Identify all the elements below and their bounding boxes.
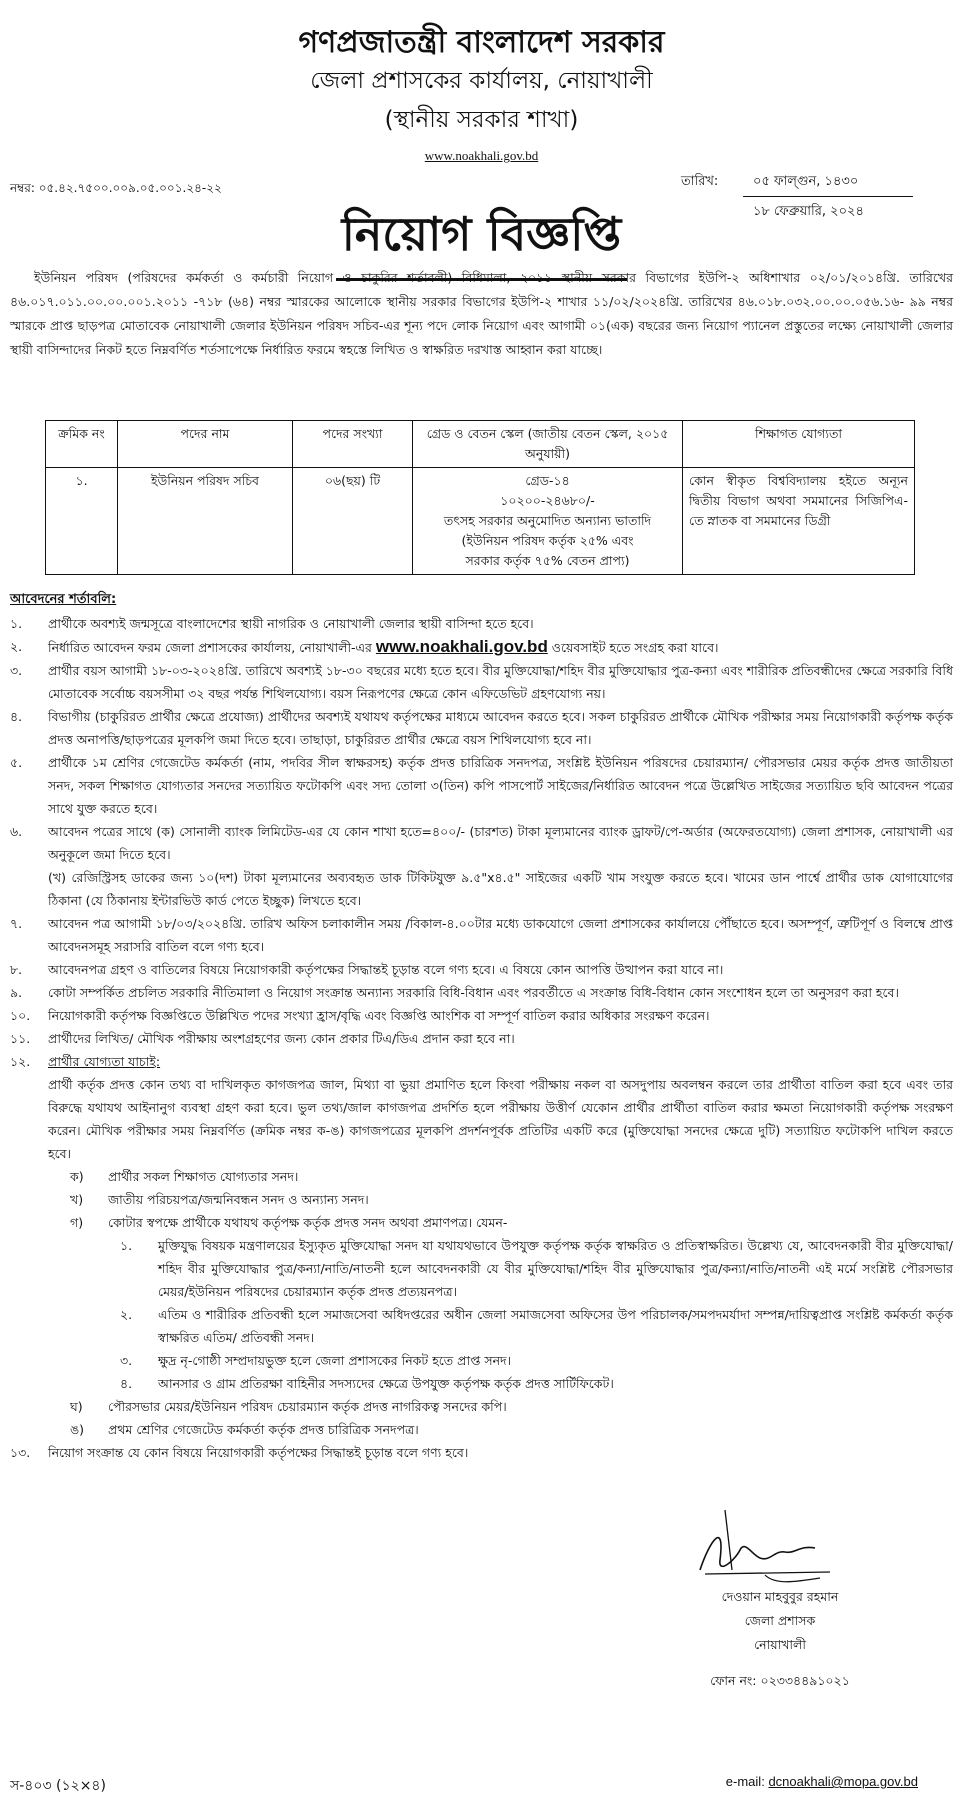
col-grade: গ্রেড ও বেতন স্কেল (জাতীয় বেতন স্কেল, ২০১৫ অনুযায়ী): [413, 421, 683, 468]
sub-number: ঘ): [70, 1399, 83, 1414]
col-post: পদের নাম: [118, 421, 293, 468]
condition-number: ১.: [10, 616, 23, 631]
condition-number: ৩.: [10, 663, 23, 678]
share-text-1: (ইউনিয়ন পরিষদ কর্তৃক ২৫% এবং: [461, 533, 634, 548]
date-english: ১৮ ফেব্রুয়ারি, ২০২৪: [753, 204, 864, 219]
website-link[interactable]: www.noakhali.gov.bd: [424, 148, 539, 163]
condition-12-b: [10, 1188, 953, 1211]
officer-district: নোয়াখালী: [754, 1637, 806, 1652]
condition-number: ৫.: [10, 755, 23, 770]
condition-2-text-a: নির্ধারিত আবেদন ফরম জেলা প্রশাসকের কার্যালয়, নোয়াখালী-এর: [48, 640, 376, 655]
branch-name: (স্থানীয় সরকার শাখা): [384, 107, 579, 133]
condition-7: [10, 912, 953, 958]
condition-6-sub: (খ) রেজিস্ট্রিসহ ডাকের জন্য ১০(দশ) টাকা মূল্যমানের অব্যবহৃত ডাক টিকিটযুক্ত ৯.৫"x৪.৫" সাইজের একটি খাম সংযুক্ত করতে হবে। খামের ডান পার্শ্বে প্রার্থীর ডাক যোগাযোগের ঠিকানা (যে ঠিকানায় ইন্টারভিউ কার্ড পেতে ইচ্ছুক) লিখতে হবে।: [48, 870, 953, 908]
officer-phone: ফোন নং: ০২৩৩৪৪৯১০২১: [710, 1673, 850, 1688]
intro-paragraph: ইউনিয়ন পরিষদ (পরিষদের কর্মকর্তা ও কর্মচারী নিয়োগ ও চাকুরির শর্তাবলী) বিধিমালা, ২০১১ স্থানীয় সরকার বিভাগের ইউপি-২ অধিশাখার ০২/০১/২০১৪খ্রি. তারিখের ৪৬.০১৭.০১১.০০.০০.০০১.২০১১ -৭১৮ (৬৪) নম্বর স্মারকের আলোকে স্থানীয় সরকার বিভাগের ইউপি-২ শাখার ১১/০২/২০২৪খ্রি. তারিখের ৪৬.০১৮.০৩২.০০.০০.০৫৬.১৬- ৯৯ নম্বর স্মারকে প্রাপ্ত ছাড়পত্র মোতাবেক নোয়াখালী জেলার ইউনিয়ন পরিষদ সচিব-এর শূন্য পদে লোক নিয়োগ এবং আগামী ০১(এক) বছরের জন্য নিয়োগ প্যানেল প্রস্তুতের লক্ষ্যে নোয়াখালী জেলার স্থায়ী বাসিন্দাদের নিকট হতে নিম্নবর্ণিত শর্তসাপেক্ষে নির্ধারিত ফরমে স্বহস্তে লিখিত ও স্বাক্ষরিত দরখাস্ত আহ্বান করা যাচ্ছে।: [10, 270, 953, 357]
sub-number: ১.: [120, 1238, 133, 1253]
condition-12-c-2: [10, 1303, 953, 1349]
cell-grade: [413, 468, 683, 575]
condition-12-c-3: [10, 1349, 953, 1372]
condition-number: ৭.: [10, 916, 23, 931]
officer-name: দেওয়ান মাহবুবুর রহমান: [721, 1589, 839, 1604]
sub-number: ক): [70, 1169, 84, 1184]
condition-number: ৪.: [10, 709, 23, 724]
allowance-text: তৎসহ সরকার অনুমোদিত অন্যান্য ভাতাদি: [443, 513, 652, 528]
date-label: তারিখ:: [681, 174, 719, 189]
condition-number: ৮.: [10, 962, 23, 977]
sub-number: গ): [70, 1215, 84, 1230]
condition-text: বিভাগীয় (চাকুরিরত প্রার্থীর ক্ষেত্রে প্রযোজ্য) প্রার্থীদের অবশ্যই যথাযথ কর্তৃপক্ষের মাধ্যমে আবেদন করতে হবে। সকল চাকুরিরত প্রার্থীকে মৌখিক পরীক্ষার সময় নিয়োগকারী কর্তৃপক্ষ কর্তৃক প্রদত্ত অনাপত্তি/ছাড়পত্রের মূলকপি জমা দিতে হবে। তাছাড়া, চাকুরিরত প্রার্থীর ক্ষেত্রে বয়স শিথিলযোগ্য হবে না।: [48, 709, 953, 747]
website-link-inline[interactable]: www.noakhali.gov.bd: [375, 637, 548, 656]
sub-text: প্রার্থীর সকল শিক্ষাগত যোগ্যতার সনদ।: [108, 1169, 299, 1184]
sub-number: খ): [70, 1192, 84, 1207]
sub-text: পৌরসভার মেয়র/ইউনিয়ন পরিষদ চেয়ারম্যান কর্তৃক প্রদত্ত নাগরিকত্ব সনদের কপি।: [108, 1399, 507, 1414]
condition-text: আবেদনপত্র গ্রহণ ও বাতিলের বিষয়ে নিয়োগকারী কর্তৃপক্ষের সিদ্ধান্তই চূড়ান্ত বলে গণ্য হবে। এ বিষয়ে কোন আপত্তি উত্থাপন করা যাবে না।: [48, 962, 724, 977]
share-text-2: সরকার কর্তৃক ৭৫% বেতন প্রাপ্য): [465, 553, 630, 568]
condition-11: [10, 1027, 953, 1050]
condition-2-text-b: ওয়েবসাইট হতে সংগ্রহ করা যাবে।: [547, 640, 719, 655]
memo-number: নম্বর: ০৫.৪২.৭৫০০.০০৯.০৫.০০১.২৪-২২: [10, 181, 222, 195]
signature-block: [640, 1585, 920, 1693]
col-count: পদের সংখ্যা: [293, 421, 413, 468]
condition-12-text: প্রার্থী কর্তৃক প্রদত্ত কোন তথ্য বা দাখিলকৃত কাগজপত্র জাল, মিথ্যা বা ভুয়া প্রমাণিত হলে কিংবা পরীক্ষায় নকল বা অসদুপায় অবলম্বন করলে তার প্রার্থীতা বাতিল করা হবে এবং তার বিরুদ্ধে যথাযথ আইনানুগ ব্যবস্থা গ্রহণ করা হবে। ভুল তথ্য/জাল কাগজপত্র প্রদর্শিত হলে পরীক্ষায় উত্তীর্ণ যেকোন প্রার্থীর প্রার্থীতা বাতিল করার ক্ষমতা নিয়োগকারী কর্তৃপক্ষ সংরক্ষণ করেন। মৌখিক পরীক্ষার সময় নিম্নবর্ণিত (ক্রমিক নম্বর ক-ঙ) কাগজপত্রের মূলকপি প্রদর্শনপূর্বক প্রতিটির একটি করে (মুক্তিযোদ্ধা সনদের ক্ষেত্রে দুটি) সত্যায়িত ফটোকপি দাখিল করতে হবে।: [48, 1077, 953, 1161]
condition-13: [10, 1441, 953, 1464]
condition-12: [10, 1050, 953, 1073]
condition-2: [10, 635, 953, 659]
condition-9: [10, 981, 953, 1004]
condition-6: [10, 820, 953, 866]
condition-number: ১৩.: [10, 1445, 31, 1460]
government-title: গণপ্রজাতন্ত্রী বাংলাদেশ সরকার: [298, 25, 665, 60]
condition-number: ৯.: [10, 985, 23, 1000]
condition-5: [10, 751, 953, 820]
condition-text: কোটা সম্পর্কিত প্রচলিত সরকারি নীতিমালা ও নিয়োগ সংক্রান্ত অন্যান্য সরকারি বিধি-বিধান এবং পরবর্তীতে এ সংক্রান্ত বিধি-বিধান কোন সংশোধন হলে তা অনুসরণ করা হবে।: [48, 985, 899, 1000]
col-qualification: শিক্ষাগত যোগ্যতা: [683, 421, 915, 468]
condition-4: [10, 705, 953, 751]
handwritten-signature: [680, 1500, 840, 1590]
sub-text: প্রথম শ্রেণির গেজেটেড কর্মকর্তা কর্তৃক প্রদত্ত চারিত্রিক সনদপত্র।: [108, 1422, 419, 1437]
table-row: [46, 468, 915, 575]
condition-12-c: [10, 1211, 953, 1234]
cell-post: ইউনিয়ন পরিষদ সচিব: [118, 468, 293, 575]
condition-12-heading: প্রার্থীর যোগ্যতা যাচাই:: [48, 1054, 161, 1069]
condition-number: ১২.: [10, 1054, 31, 1069]
condition-text: [48, 635, 953, 659]
sub-number: ঙ): [70, 1422, 85, 1437]
condition-8: [10, 958, 953, 981]
condition-12-d: [10, 1395, 953, 1418]
email-address[interactable]: dcnoakhali@mopa.gov.bd: [768, 1774, 918, 1789]
condition-text: প্রার্থীর বয়স আগামী ১৮-০৩-২০২৪খ্রি. তারিখে অবশ্যই ১৮-৩০ বছরের মধ্যে হতে হবে। বীর মুক্তিযোদ্ধা/শহিদ বীর মুক্তিযোদ্ধার পুত্র-কন্যা এবং শারীরিক প্রতিবন্ধীদের ক্ষেত্রে সরকারি বিধি মোতাবেক সর্বোচ্চ বয়সসীমা ৩২ বছর পর্যন্ত শিথিলযোগ্য। বয়স নিরূপণের ক্ষেত্রে কোন এফিডেভিট গ্রহণযোগ্য নয়।: [48, 663, 953, 701]
condition-text: প্রার্থীকে ১ম শ্রেণির গেজেটেড কর্মকর্তা (নাম, পদবির সীল স্বাক্ষরসহ) কর্তৃক প্রদত্ত চারিত্রিক সনদপত্র, সংশ্লিষ্ট ইউনিয়ন পরিষদের চেয়ারম্যান/ পৌরসভার মেয়র কর্তৃক প্রদত্ত জাতীয়তা সনদ, সকল শিক্ষাগত যোগ্যতার সনদের সত্যায়িত ফটোকপি এবং সদ্য তোলা ৩(তিন) কপি পাসপোর্ট সাইজের/নির্ধারিত আবেদন পত্রে উল্লেখিত সাইজের সত্যায়িত ছবি আবেদন পত্রের সাথে যুক্ত করতে হবে।: [48, 755, 953, 816]
condition-number: ২.: [10, 639, 23, 654]
officer-designation: জেলা প্রশাসক: [744, 1613, 816, 1628]
conditions-list: [10, 612, 953, 1464]
condition-text: নিয়োগকারী কর্তৃপক্ষ বিজ্ঞপ্তিতে উল্লিখিত পদের সংখ্যা হ্রাস/বৃদ্ধি এবং বিজ্ঞপ্তি আংশিক বা সম্পূর্ণ বাতিল করার অধিকার সংরক্ষণ করেন।: [48, 1008, 710, 1023]
email-line: [726, 1774, 918, 1789]
sub-text: ক্ষুদ্র নৃ-গোষ্ঠী সম্প্রদায়ভুক্ত হলে জেলা প্রশাসকের নিকট হতে প্রাপ্ত সনদ।: [158, 1353, 512, 1368]
cell-serial: ১.: [46, 468, 118, 575]
condition-number: ১১.: [10, 1031, 31, 1046]
col-serial: ক্রমিক নং: [46, 421, 118, 468]
sub-number: ৩.: [120, 1353, 133, 1368]
condition-12-c-1: [10, 1234, 953, 1303]
sub-number: ২.: [120, 1307, 133, 1322]
condition-text: নিয়োগ সংক্রান্ত যে কোন বিষয়ে নিয়োগকারী কর্তৃপক্ষের সিদ্ধান্তই চূড়ান্ত বলে গণ্য হবে।: [48, 1445, 469, 1460]
condition-number: ১০.: [10, 1008, 31, 1023]
footer-code: স-৪০৩ (১২×৪): [10, 1778, 106, 1794]
notice-title-text: নিয়োগ বিজ্ঞপ্তি: [336, 200, 627, 281]
condition-text: আবেদন পত্র আগামী ১৮/০৩/২০২৪খ্রি. তারিখ অফিস চলাকালীন সময় /বিকাল-৪.০০টার মধ্যে ডাকযোগে জেলা প্রশাসকের কার্যালয়ে পৌঁছাতে হবে। অসম্পূর্ণ, ত্রুটিপূর্ণ ও বিলম্বে প্রাপ্ত আবেদনসমূহ সরাসরি বাতিল বলে গণ্য হবে।: [48, 916, 953, 954]
email-label: e-mail:: [725, 1774, 765, 1789]
condition-1: [10, 612, 953, 635]
sub-text: কোটার স্বপক্ষে প্রার্থীকে যথাযথ কর্তৃপক্ষ কর্তৃক প্রদত্ত সনদ অথবা প্রমাণপত্র। যেমন-: [108, 1215, 508, 1230]
grade-text: গ্রেড-১৪: [525, 473, 570, 488]
conditions-heading: আবেদনের শর্তাবলি:: [10, 592, 117, 607]
condition-number: ৬.: [10, 824, 23, 839]
condition-text: প্রার্থীদের লিখিত/ মৌখিক পরীক্ষায় অংশগ্রহণের জন্য কোন প্রকার টিএ/ডিএ প্রদান করা হবে না।: [48, 1031, 515, 1046]
sub-text: আনসার ও গ্রাম প্রতিরক্ষা বাহিনীর সদস্যদের ক্ষেত্রে উপযুক্ত কর্তৃপক্ষ কর্তৃক প্রদত্ত সার্টিফিকেট।: [158, 1376, 614, 1391]
sub-text: এতিম ও শারীরিক প্রতিবন্ধী হলে সমাজসেবা অধিদপ্তরের অধীন জেলা সমাজসেবা অফিসের উপ পরিচালক/সমপদমর্যাদা সম্পন্ন/দায়িত্বপ্রাপ্ত সংশ্লিষ্ট কর্মকর্তা কর্তৃক স্বাক্ষরিত এতিম/ প্রতিবন্ধী সনদ।: [158, 1307, 953, 1345]
table-header-row: [46, 421, 915, 468]
posts-table: [45, 420, 915, 575]
condition-text: আবেদন পত্রের সাথে (ক) সোনালী ব্যাংক লিমিটেড-এর যে কোন শাখা হতে=৪০০/- (চারশত) টাকা মূল্যমানের ব্যাংক ড্রাফট/পে-অর্ডার (অফেরতযোগ্য) জেলা প্রশাসক, নোয়াখালী এর অনুকূলে জমা দিতে হবে।: [48, 824, 953, 862]
condition-12-c-4: [10, 1372, 953, 1395]
office-name: জেলা প্রশাসকের কার্যালয়, নোয়াখালী: [310, 68, 653, 94]
scale-text: ১০২০০-২৪৬৮০/-: [500, 493, 595, 508]
cell-count: ০৬(ছয়) টি: [293, 468, 413, 575]
condition-12-a: [10, 1165, 953, 1188]
condition-12-e: [10, 1418, 953, 1441]
cell-qualification: কোন স্বীকৃত বিশ্ববিদ্যালয় হইতে অন্যূন দ্বিতীয় বিভাগ অথবা সমমানের সিজিপিএ-তে স্নাতক বা সমমানের ডিগ্রী: [683, 468, 915, 575]
condition-3: [10, 659, 953, 705]
condition-10: [10, 1004, 953, 1027]
sub-number: ৪.: [120, 1376, 133, 1391]
condition-text: প্রার্থীকে অবশ্যই জন্মসূত্রে বাংলাদেশের স্থায়ী নাগরিক ও নোয়াখালী জেলার স্থায়ী বাসিন্দা হতে হবে।: [48, 616, 534, 631]
date-bangla: ০৫ ফাল্গুন, ১৪৩০: [743, 168, 913, 197]
sub-text: মুক্তিযুদ্ধ বিষয়ক মন্ত্রণালয়ের ইস্যুকৃত মুক্তিযোদ্ধা সনদ যা যথাযথভাবে উপযুক্ত কর্তৃপক্ষ কর্তৃক স্বাক্ষরিত ও প্রতিস্বাক্ষরিত। উল্লেখ্য যে, আবেদনকারী বীর মুক্তিযোদ্ধা/শহিদ বীর মুক্তিযোদ্ধার পুত্র/কন্যা/নাতি/নাতনী হলে আবেদনকারী যে বীর মুক্তিযোদ্ধা/শহিদ বীর মুক্তিযোদ্ধার পুত্র/কন্যা/নাতি/নাতনী এই মর্মে সংশ্লিষ্ট পৌরসভার মেয়র/ইউনিয়ন পরিষদের চেয়ারম্যান কর্তৃক প্রদত্ত প্রত্যয়নপত্র।: [158, 1238, 953, 1299]
sub-text: জাতীয় পরিচয়পত্র/জন্মনিবন্ধন সনদ ও অন্যান্য সনদ।: [108, 1192, 369, 1207]
